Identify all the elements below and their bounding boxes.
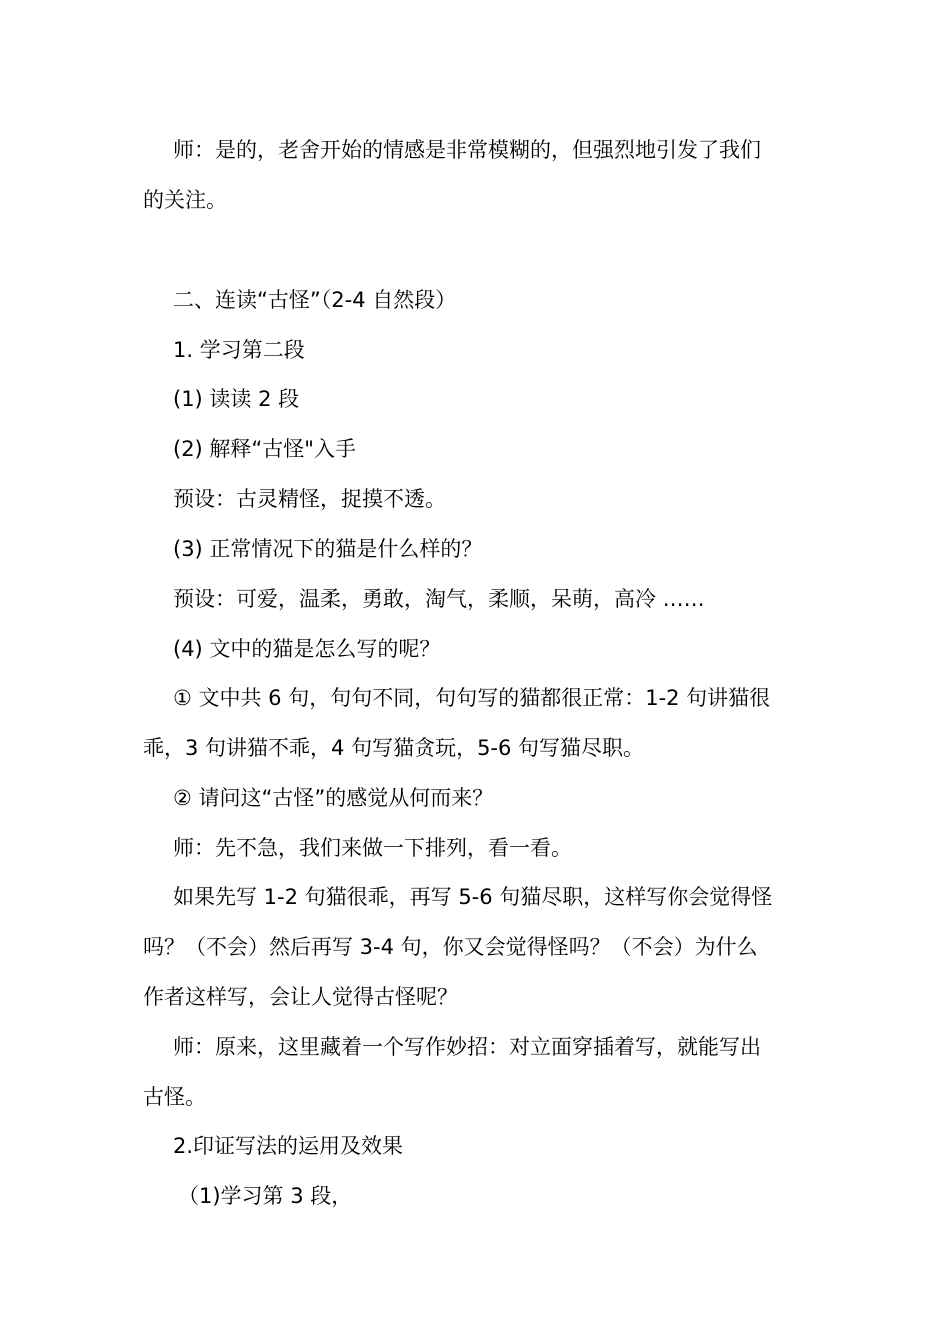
paragraph-line: 古怪。 [143,1085,206,1109]
paragraph-line: 作者这样写，会让人觉得古怪呢？ [143,985,458,1009]
paragraph-line: 预设：可爱，温柔，勇敢，淘气，柔顺，呆萌，高冷 …… [173,587,705,611]
subsection-heading: 2.印证写法的运用及效果 [173,1134,404,1158]
list-item: (1) 读读 2 段 [173,387,300,411]
paragraph-line: ① 文中共 6 句，句句不同，句句写的猫都很正常：1-2 句讲猫很 [173,686,771,710]
paragraph-line: 预设：古灵精怪，捉摸不透。 [173,487,446,511]
list-item: (2) 解释“古怪"入手 [173,437,356,461]
paragraph-line: 师：原来，这里藏着一个写作妙招：对立面穿插着写，就能写出 [173,1035,761,1059]
subsection-heading: 1. 学习第二段 [173,338,305,362]
paragraph-line: ② 请问这“古怪”的感觉从何而来？ [173,786,494,810]
list-item: (4) 文中的猫是怎么写的呢？ [173,637,441,661]
paragraph-line: 如果先写 1-2 句猫很乖，再写 5-6 句猫尽职，这样写你会觉得怪 [173,885,773,909]
paragraph-line: 的关注。 [143,188,227,212]
paragraph-line: 乖，3 句讲猫不乖，4 句写猫贪玩，5-6 句写猫尽职。 [143,736,645,760]
paragraph-line: 吗？（不会）然后再写 3-4 句，你又会觉得怪吗？（不会）为什么 [143,935,758,959]
list-item: （1)学习第 3 段， [178,1184,353,1208]
list-item: (3) 正常情况下的猫是什么样的？ [173,537,483,561]
paragraph-line: 师：是的，老舍开始的情感是非常模糊的，但强烈地引发了我们 [173,138,761,162]
section-heading: 二、连读“古怪”（2-4 自然段） [173,288,457,312]
paragraph-line: 师：先不急，我们来做一下排列，看一看。 [173,836,572,860]
